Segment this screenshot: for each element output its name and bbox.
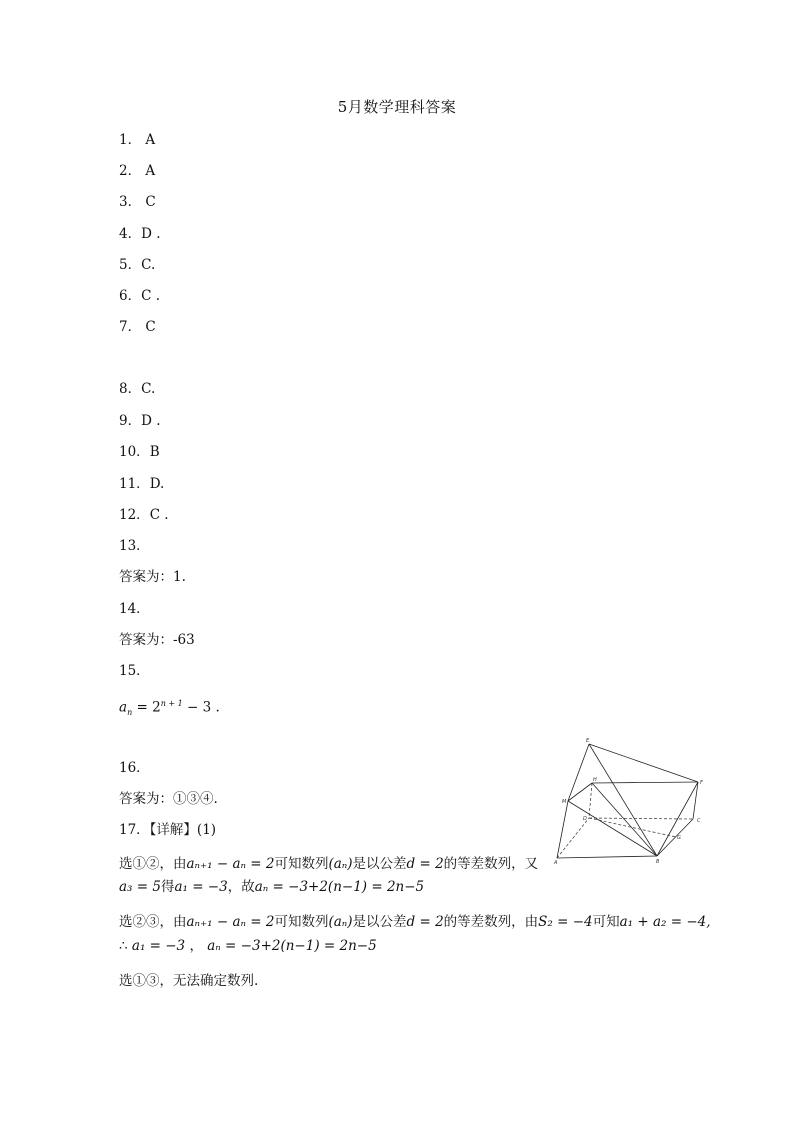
question-15-answer: $a_n = 2^{n + 1} - 3$ . xyxy=(119,699,220,718)
point-label-F: F xyxy=(700,780,703,786)
q17-option-12-line2: a₃ = 5得a₁ = −3，故aₙ = −3+2(n−1) = 2n−5 xyxy=(119,879,425,895)
question-16-answer: 答案为：①③④. xyxy=(119,791,218,807)
answer-9: 9．D . xyxy=(119,413,161,429)
answer-5: 5．C. xyxy=(119,257,156,273)
point-label-C: C xyxy=(697,818,701,824)
point-label-D: D xyxy=(583,816,587,822)
q17-option-13: 选①③，无法确定数列. xyxy=(119,973,259,989)
q17-option-23-line2: ∴ a₁ = −3 ， aₙ = −3+2(n−1) = 2n−5 xyxy=(119,938,377,954)
question-13-answer: 答案为：1. xyxy=(119,569,186,585)
point-label-B: B xyxy=(656,859,660,865)
edge-BC xyxy=(657,819,693,856)
edge-FC xyxy=(693,782,698,819)
question-14-number: 14． xyxy=(119,601,150,617)
point-label-G: G xyxy=(677,835,681,841)
answer-12: 12．C . xyxy=(119,507,169,523)
answer-3: 3． C xyxy=(119,194,156,210)
answer-7: 7． C xyxy=(119,319,156,335)
q17-option-12-line1: 选①②，由aₙ₊₁ − aₙ = 2可知数列(aₙ)是以公差d = 2的等差数列，又 xyxy=(119,856,539,872)
answer-6: 6．C . xyxy=(119,288,161,304)
edge-AB xyxy=(557,856,657,858)
edge-HB xyxy=(592,783,657,856)
answer-2: 2． A xyxy=(119,163,156,179)
question-17-heading: 17．【详解】(1) xyxy=(119,822,217,838)
dashed-edge-DG xyxy=(589,818,676,837)
edge-HF xyxy=(592,782,698,783)
point-label-H: H xyxy=(593,777,597,783)
page-title: 5月数学理科答案 xyxy=(337,98,457,116)
answer-10: 10．B xyxy=(119,444,160,460)
answer-1: 1． A xyxy=(119,132,156,148)
edge-EB xyxy=(589,744,657,856)
question-16-number: 16． xyxy=(119,760,150,776)
question-13-number: 13． xyxy=(119,538,150,554)
answer-4: 4．D . xyxy=(119,226,161,242)
dashed-edge-AD xyxy=(557,818,589,858)
answer-8: 8．C. xyxy=(119,381,156,397)
point-label-A: A xyxy=(554,860,558,866)
edge-MB xyxy=(568,801,657,856)
solid-geometry-diagram xyxy=(552,738,716,868)
point-label-E: E xyxy=(586,738,590,744)
edge-MA xyxy=(557,801,568,858)
question-14-answer: 答案为：-63 xyxy=(119,632,195,648)
question-15-number: 15． xyxy=(119,663,150,679)
dashed-edge-HD xyxy=(589,783,592,818)
answer-11: 11．D. xyxy=(119,476,165,492)
point-label-M: M xyxy=(562,799,567,805)
edge-EF xyxy=(589,744,698,782)
q17-option-23-line1: 选②③，由aₙ₊₁ − aₙ = 2可知数列(aₙ)是以公差d = 2的等差数列，由S₂ = −4可知a₁ + a₂ = −4, xyxy=(119,914,711,930)
edge-EM xyxy=(568,744,589,801)
geometry-figure xyxy=(552,738,716,868)
